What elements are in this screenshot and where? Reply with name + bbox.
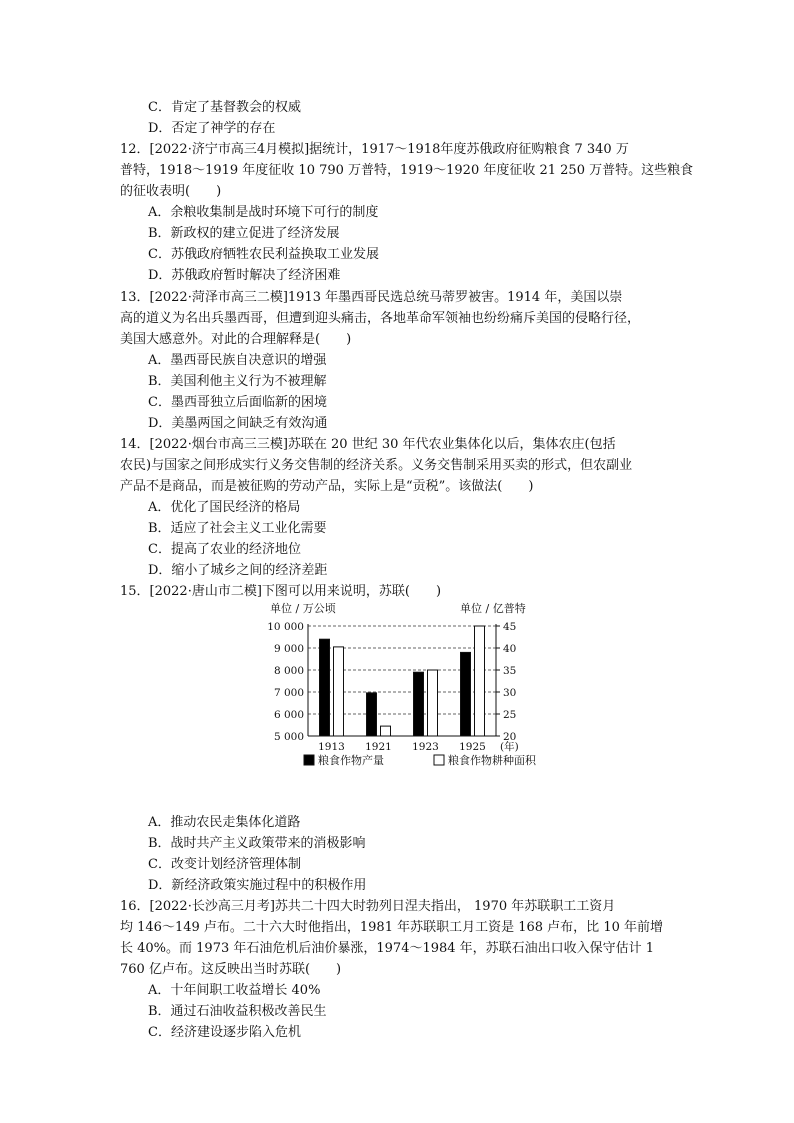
- question-text: 农民)与国家之间形成实行义务交售制的经济关系。义务交售制采用买卖的形式，但农副业: [120, 458, 633, 473]
- answer-option: C．墨西哥独立后面临新的困境: [148, 395, 327, 410]
- right-axis-label: 单位 / 亿普特: [460, 602, 526, 615]
- answer-option: C．经济建设逐步陷入危机: [148, 1025, 301, 1040]
- legend-swatch-grain-area: [434, 755, 444, 765]
- question-text: 产品不是商品，而是被征购的劳动产品，实际上是“贡税”。该做法( ): [120, 479, 534, 494]
- bar-grain-area: [334, 647, 344, 736]
- bar-grain-area: [381, 726, 391, 736]
- bar-grain-output: [367, 693, 377, 736]
- answer-option: D．否定了神学的存在: [148, 121, 276, 136]
- question-text: 均 146～149 卢布。二十六大时他指出，1981 年苏联职工月工资是 168 卢布，比 10 年前增: [120, 920, 663, 935]
- bar-grain-area: [475, 626, 485, 736]
- bar-grain-output: [414, 672, 424, 736]
- answer-option: B．战时共产主义政策带来的消极影响: [148, 836, 366, 851]
- legend-swatch-grain-output: [304, 755, 314, 765]
- question-stem: 14．[2022·烟台市高三三模]苏联在 20 世纪 30 年代农业集体化以后，集体农庄(包括: [120, 437, 616, 452]
- x-tick-label: 1913: [318, 741, 345, 753]
- question-text: 美国大感意外。对此的合理解释是( ): [120, 332, 352, 347]
- answer-option: B．适应了社会主义工业化需要: [148, 521, 327, 536]
- answer-option: B．美国利他主义行为不被理解: [148, 374, 327, 389]
- question-stem: 12．[2022·济宁市高三4月模拟]据统计，1917～1918年度苏俄政府征购粮食 7 340 万: [120, 142, 629, 157]
- question-stem: 16．[2022·长沙高三月考]苏共二十四大时勃列日涅夫指出， 1970 年苏联职工工资月: [120, 899, 616, 914]
- right-tick-label: 30: [503, 687, 517, 699]
- right-tick-label: 35: [503, 665, 517, 677]
- left-tick-label: 6 000: [273, 709, 304, 721]
- answer-option: D．缩小了城乡之间的经济差距: [148, 563, 328, 578]
- x-tick-label: 1923: [412, 741, 439, 753]
- question-stem: 15．[2022·唐山市二模]下图可以用来说明，苏联( ): [120, 584, 442, 599]
- bar-grain-output: [320, 639, 330, 736]
- right-tick-label: 45: [503, 621, 517, 633]
- answer-option: D．苏俄政府暂时解决了经济困难: [148, 268, 341, 283]
- chart-svg: [266, 598, 556, 783]
- question-text: 长 40%。而 1973 年石油危机后油价暴涨，1974～1984 年，苏联石油出口收入保守估计 1: [120, 941, 655, 956]
- x-tick-label: 1925: [459, 741, 486, 753]
- answer-option: C．改变计划经济管理体制: [148, 857, 301, 872]
- grain-chart: [266, 598, 556, 783]
- left-tick-label: 7 000: [273, 687, 304, 699]
- legend-label: 粮食作物耕种面积: [448, 754, 536, 767]
- answer-option: A．余粮收集制是战时环境下可行的制度: [148, 205, 379, 220]
- answer-option: D．新经济政策实施过程中的积极作用: [148, 878, 367, 893]
- answer-option: A．墨西哥民族自决意识的增强: [148, 353, 327, 368]
- answer-option: B．通过石油收益积极改善民生: [148, 1004, 327, 1019]
- legend-label: 粮食作物产量: [318, 754, 384, 767]
- answer-option: A．推动农民走集体化道路: [148, 815, 301, 830]
- answer-option: B．新政权的建立促进了经济发展: [148, 226, 340, 241]
- x-unit-label: (年): [500, 741, 519, 753]
- right-tick-label: 20: [503, 731, 517, 743]
- bar-grain-area: [428, 670, 438, 736]
- question-stem: 13．[2022·菏泽市高三二模]1913 年墨西哥民选总统马蒂罗被害。1914 年，美国以崇: [120, 290, 623, 305]
- answer-option: C．苏俄政府牺牲农民利益换取工业发展: [148, 247, 379, 262]
- left-tick-label: 5 000: [273, 731, 304, 743]
- answer-option: C．提高了农业的经济地位: [148, 542, 301, 557]
- left-tick-label: 10 000: [267, 621, 304, 633]
- bar-grain-output: [461, 652, 471, 736]
- right-tick-label: 25: [503, 709, 517, 721]
- left-tick-label: 9 000: [273, 643, 304, 655]
- answer-option: A．十年间职工收益增长 40%: [148, 983, 321, 998]
- question-text: 普特，1918～1919 年度征收 10 790 万普特，1919～1920 年度征收 21 250 万普特。这些粮食: [120, 163, 694, 178]
- answer-option: A．优化了国民经济的格局: [148, 500, 301, 515]
- left-axis-label: 单位 / 万公顷: [270, 602, 336, 615]
- answer-option: C．肯定了基督教会的权威: [148, 100, 301, 115]
- question-text: 760 亿卢布。这反映出当时苏联( ): [120, 962, 342, 977]
- question-text: 高的道义为名出兵墨西哥，但遭到迎头痛击，各地革命军领袖也纷纷痛斥美国的侵略行径，: [120, 311, 641, 326]
- right-tick-label: 40: [503, 643, 517, 655]
- left-tick-label: 8 000: [273, 665, 304, 677]
- question-text: 的征收表明( ): [120, 184, 222, 199]
- answer-option: D．美墨两国之间缺乏有效沟通: [148, 416, 328, 431]
- x-tick-label: 1921: [365, 741, 392, 753]
